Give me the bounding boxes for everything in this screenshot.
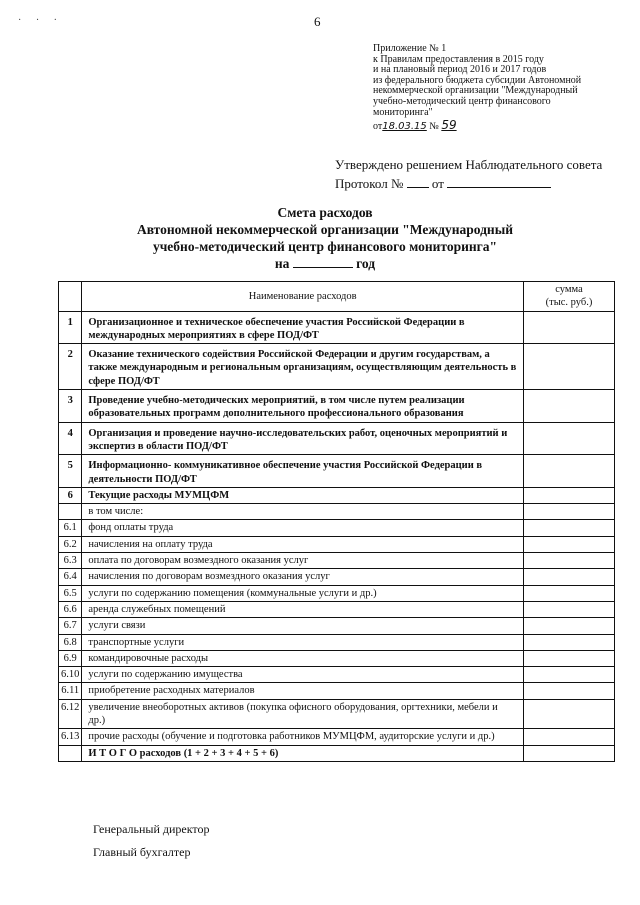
appendix-date-line bbox=[373, 120, 623, 133]
approval-block bbox=[335, 155, 602, 193]
title-year-label: год bbox=[356, 256, 376, 271]
row-number: 6.13 bbox=[59, 729, 82, 745]
table-row bbox=[59, 745, 615, 761]
table-row bbox=[59, 553, 615, 569]
table-row bbox=[59, 699, 615, 729]
table-row bbox=[59, 618, 615, 634]
handwritten-date: 18.03.15 bbox=[382, 121, 427, 133]
header-sum-cell bbox=[524, 282, 615, 312]
row-sum-cell bbox=[524, 667, 615, 683]
row-expense-name: оплата по договорам возмездного оказания услуг bbox=[82, 553, 524, 569]
row-number: 3 bbox=[59, 390, 82, 423]
table-row bbox=[59, 569, 615, 585]
row-expense-name: Оказание технического содействия Российской Федерации и другим государствам, а также международным и региональным организациям, осуществляющим деятельность в сфере ПОД/ФТ bbox=[82, 344, 524, 390]
row-expense-name: Организационное и техническое обеспечение участия Российской Федерации в международных мероприятиях в сфере ПОД/ФТ bbox=[82, 311, 524, 344]
row-expense-name: аренда служебных помещений bbox=[82, 601, 524, 617]
table-row bbox=[59, 311, 615, 344]
row-number: 6.10 bbox=[59, 667, 82, 683]
director-signature: Генеральный директор bbox=[93, 822, 210, 836]
scan-specks: · · · bbox=[18, 15, 63, 26]
row-expense-name: в том числе: bbox=[82, 504, 524, 520]
approval-line: Утверждено решением Наблюдательного совета bbox=[335, 157, 603, 172]
row-sum-cell bbox=[524, 422, 615, 455]
row-expense-name: прочие расходы (обучение и подготовка работников МУМЦФМ, аудиторские услуги и др.) bbox=[82, 729, 524, 745]
row-expense-name: увеличение внеоборотных активов (покупка офисного оборудования, оргтехники, мебели и др.) bbox=[82, 699, 524, 729]
appendix-line: из федерального бюджета субсидии Автономной bbox=[373, 74, 582, 86]
table-row bbox=[59, 390, 615, 423]
year-blank bbox=[293, 255, 353, 268]
accountant-signature: Главный бухгалтер bbox=[93, 845, 191, 859]
row-expense-name: услуги по содержанию имущества bbox=[82, 667, 524, 683]
row-expense-name: начисления по договорам возмездного оказания услуг bbox=[82, 569, 524, 585]
row-sum-cell bbox=[524, 520, 615, 536]
title-year-line bbox=[60, 255, 590, 272]
appendix-line: учебно-методический центр финансового bbox=[373, 95, 551, 107]
row-sum-cell bbox=[524, 745, 615, 761]
row-sum-cell bbox=[524, 569, 615, 585]
document-title bbox=[60, 204, 590, 272]
expense-table bbox=[58, 281, 615, 762]
table-row bbox=[59, 422, 615, 455]
row-number: 6.7 bbox=[59, 618, 82, 634]
protocol-number-blank bbox=[407, 175, 429, 188]
table-row bbox=[59, 683, 615, 699]
row-expense-name: И Т О Г О расходов (1 + 2 + 3 + 4 + 5 + 6) bbox=[82, 745, 524, 761]
table-row bbox=[59, 634, 615, 650]
table-row bbox=[59, 601, 615, 617]
row-number: 6.2 bbox=[59, 536, 82, 552]
row-sum-cell bbox=[524, 585, 615, 601]
protocol-from-label: от bbox=[431, 176, 444, 191]
row-number: 5 bbox=[59, 455, 82, 488]
row-number: 6.3 bbox=[59, 553, 82, 569]
appendix-line: Приложение № 1 bbox=[373, 43, 447, 54]
row-expense-name: Проведение учебно-методических мероприятий, в том числе путем реализации образовательных программ дополнительного профессионального образования bbox=[82, 390, 524, 423]
row-sum-cell bbox=[524, 487, 615, 503]
row-sum-cell bbox=[524, 729, 615, 745]
appendix-line: и на плановый период 2016 и 2017 годов bbox=[373, 64, 547, 76]
row-expense-name: фонд оплаты труда bbox=[82, 520, 524, 536]
title-line: Смета расходов bbox=[277, 205, 373, 220]
table-row bbox=[59, 455, 615, 488]
row-number: 6.1 bbox=[59, 520, 82, 536]
row-expense-name: Информационно- коммуникативное обеспечение участия Российской Федерации в деятельности ПОД/ФТ bbox=[82, 455, 524, 488]
row-sum-cell bbox=[524, 344, 615, 390]
row-number: 6.12 bbox=[59, 699, 82, 729]
row-number: 2 bbox=[59, 344, 82, 390]
row-expense-name: начисления на оплату труда bbox=[82, 536, 524, 552]
row-sum-cell bbox=[524, 311, 615, 344]
appendix-number-label: № bbox=[429, 121, 439, 133]
protocol-line bbox=[335, 174, 602, 193]
signatures-block bbox=[93, 818, 210, 864]
title-on-label: на bbox=[274, 256, 290, 271]
row-number: 6.11 bbox=[59, 683, 82, 699]
row-expense-name: Организация и проведение научно-исследовательских работ, оценочных мероприятий и экспертиз в области ПОД/ФТ bbox=[82, 422, 524, 455]
row-sum-cell bbox=[524, 504, 615, 520]
row-expense-name: Текущие расходы МУМЦФМ bbox=[82, 487, 524, 503]
row-expense-name: транспортные услуги bbox=[82, 634, 524, 650]
table-row bbox=[59, 667, 615, 683]
appendix-line: некоммерческой организации "Международный bbox=[373, 85, 578, 97]
table-row bbox=[59, 536, 615, 552]
row-sum-cell bbox=[524, 390, 615, 423]
row-expense-name: услуги по содержанию помещения (коммунальные услуги и др.) bbox=[82, 585, 524, 601]
row-sum-cell bbox=[524, 455, 615, 488]
row-sum-cell bbox=[524, 618, 615, 634]
table-row bbox=[59, 504, 615, 520]
appendix-from-label: от bbox=[373, 121, 383, 133]
row-number: 6.4 bbox=[59, 569, 82, 585]
row-number: 6.6 bbox=[59, 601, 82, 617]
table-row bbox=[59, 487, 615, 503]
row-number: 6.9 bbox=[59, 650, 82, 666]
protocol-label: Протокол № bbox=[335, 176, 404, 191]
header-sum-label: сумма bbox=[555, 284, 583, 295]
row-number bbox=[59, 504, 82, 520]
protocol-date-blank bbox=[447, 175, 551, 188]
table-row bbox=[59, 585, 615, 601]
row-number: 6.8 bbox=[59, 634, 82, 650]
row-sum-cell bbox=[524, 683, 615, 699]
row-sum-cell bbox=[524, 536, 615, 552]
header-sum-unit: (тыс. руб.) bbox=[545, 297, 593, 309]
page-number: 6 bbox=[314, 14, 321, 29]
row-expense-name: услуги связи bbox=[82, 618, 524, 634]
title-line: Автономной некоммерческой организации "Международный bbox=[136, 222, 514, 237]
row-expense-name: командировочные расходы bbox=[82, 650, 524, 666]
row-sum-cell bbox=[524, 699, 615, 729]
row-expense-name: приобретение расходных материалов bbox=[82, 683, 524, 699]
row-number: 4 bbox=[59, 422, 82, 455]
appendix-line: к Правилам предоставления в 2015 году bbox=[373, 53, 544, 65]
table-header-row bbox=[59, 282, 615, 312]
row-sum-cell bbox=[524, 553, 615, 569]
title-line: учебно-методический центр финансового мониторинга" bbox=[152, 239, 498, 254]
row-number: 6.5 bbox=[59, 585, 82, 601]
table-row bbox=[59, 520, 615, 536]
header-name-cell: Наименование расходов bbox=[82, 282, 524, 312]
table-row bbox=[59, 729, 615, 745]
appendix-block bbox=[373, 44, 623, 133]
table-row bbox=[59, 650, 615, 666]
row-number: 6 bbox=[59, 487, 82, 503]
appendix-line: мониторинга" bbox=[373, 106, 433, 118]
row-number: 1 bbox=[59, 311, 82, 344]
handwritten-number: 59 bbox=[441, 118, 457, 133]
row-sum-cell bbox=[524, 650, 615, 666]
row-sum-cell bbox=[524, 634, 615, 650]
row-sum-cell bbox=[524, 601, 615, 617]
row-number bbox=[59, 745, 82, 761]
header-num-cell bbox=[59, 282, 82, 312]
table-row bbox=[59, 344, 615, 390]
